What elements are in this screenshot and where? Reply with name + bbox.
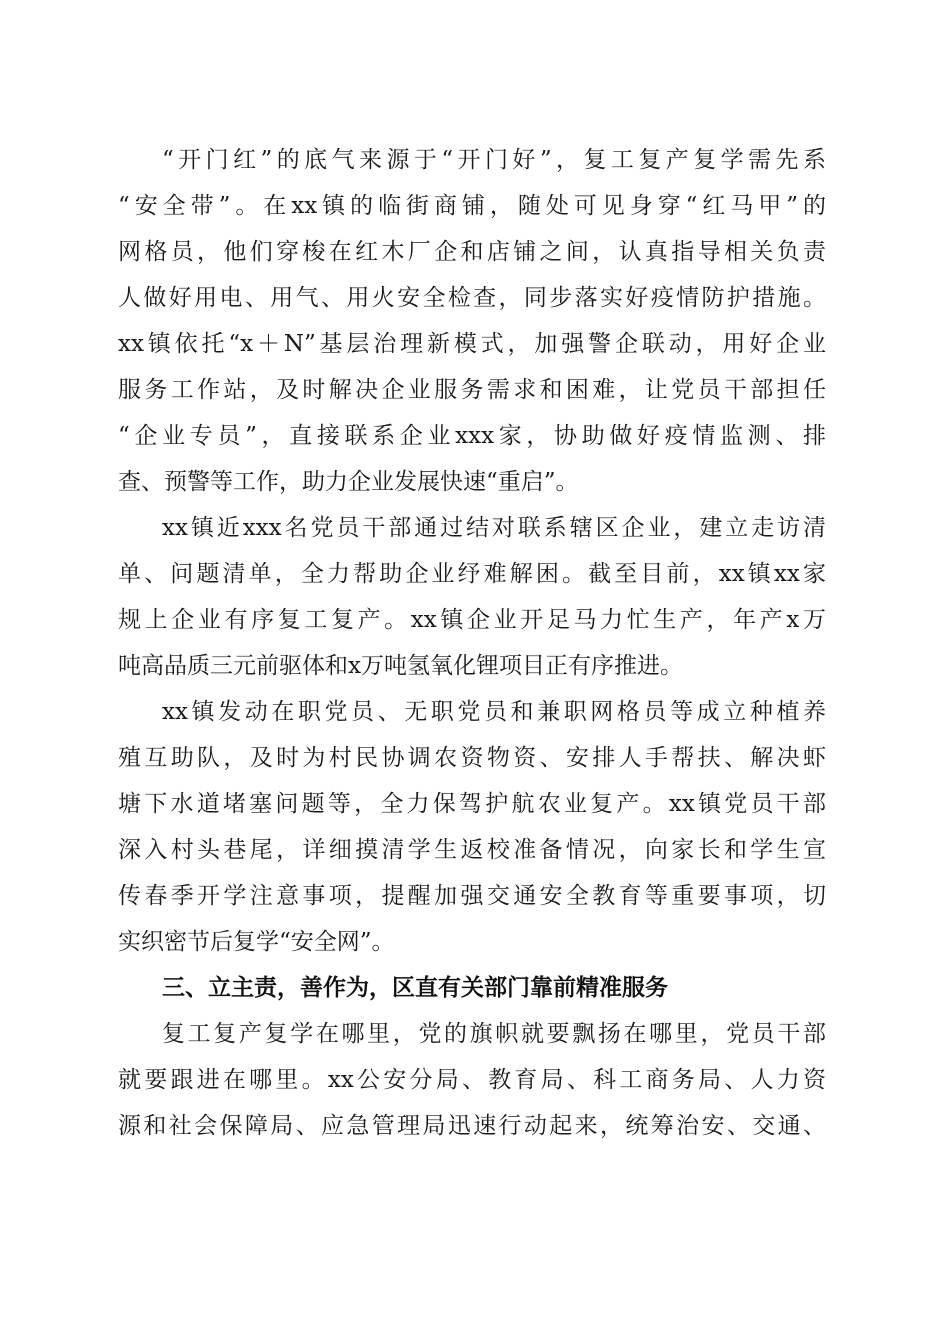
- text-line: 网格员，他们穿梭在红木厂企和店铺之间，认真指导相关负责: [118, 239, 826, 265]
- text-line: 就要跟进在哪里。xx公安分局、教育局、科工商务局、人力资: [118, 1067, 826, 1093]
- text-line: 单、问题清单，全力帮助企业纾难解困。截至目前，xx镇xx家: [118, 561, 826, 587]
- text-line: 殖互助队，及时为村民协调农资物资、安排人手帮扶、解决虾: [118, 745, 826, 771]
- text-line: 传春季开学注意事项，提醒加强交通安全教育等重要事项，切: [118, 883, 826, 909]
- text-line: xx镇近xxx名党员干部通过结对联系辖区企业，建立走访清: [162, 515, 826, 541]
- text-line: 规上企业有序复工复产。xx镇企业开足马力忙生产，年产x万: [118, 607, 826, 633]
- section-heading: 三、立主责，善作为，区直有关部门靠前精准服务: [162, 975, 668, 1001]
- text-line: 塘下水道堵塞问题等，全力保驾护航农业复产。xx镇党员干部: [118, 791, 826, 817]
- text-line: “安全带”。在xx镇的临街商铺，随处可见身穿“红马甲”的: [118, 193, 826, 219]
- text-line: “开门红”的底气来源于“开门好”，复工复产复学需先系: [162, 147, 826, 173]
- text-line: 查、预警等工作，助力企业发展快速“重启”。: [118, 469, 579, 495]
- text-line: xx镇发动在职党员、无职党员和兼职网格员等成立种植养: [162, 699, 826, 725]
- text-line: 深入村头巷尾，详细摸清学生返校准备情况，向家长和学生宣: [118, 837, 826, 863]
- text-line: 吨高品质三元前驱体和x万吨氢氧化锂项目正有序推进。: [118, 653, 683, 679]
- text-line: 服务工作站，及时解决企业服务需求和困难，让党员干部担任: [118, 377, 826, 403]
- text-line: “企业专员”，直接联系企业xxx家，协助做好疫情监测、排: [118, 423, 826, 449]
- text-line: 复工复产复学在哪里，党的旗帜就要飘扬在哪里，党员干部: [162, 1021, 826, 1047]
- text-line: 源和社会保障局、应急管理局迅速行动起来，统筹治安、交通、: [118, 1113, 826, 1139]
- text-line: 人做好用电、用气、用火安全检查，同步落实好疫情防护措施。: [118, 285, 826, 311]
- text-line: xx镇依托“x＋N”基层治理新模式，加强警企联动，用好企业: [118, 331, 826, 357]
- text-line: 实织密节后复学“安全网”。: [118, 929, 395, 955]
